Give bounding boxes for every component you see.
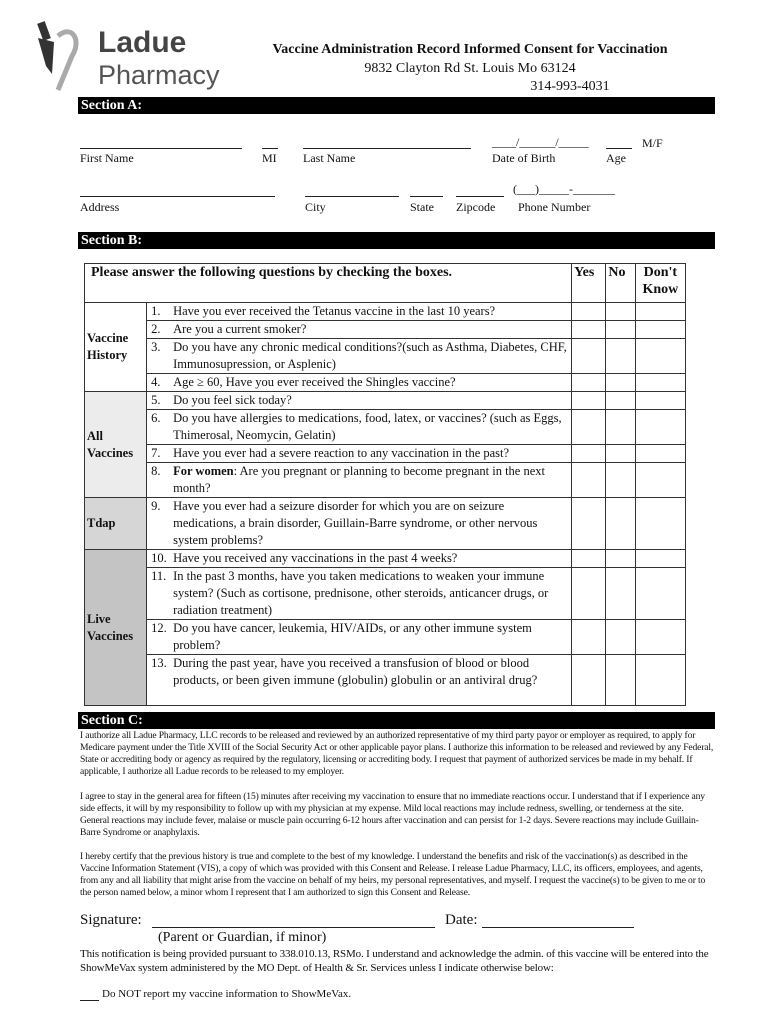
dont-know-checkbox[interactable] bbox=[635, 463, 685, 498]
question-text bbox=[147, 498, 572, 550]
no-checkbox[interactable] bbox=[606, 498, 635, 550]
optout-checkbox-line[interactable] bbox=[80, 1000, 99, 1001]
question-text bbox=[147, 568, 572, 620]
city-field[interactable] bbox=[305, 196, 399, 197]
question-label: Do you have cancer, leukemia, HIV/AIDs, or any other immune system problem? bbox=[173, 621, 532, 652]
question-text bbox=[147, 655, 572, 706]
question-label: Are you a current smoker? bbox=[173, 322, 307, 336]
optout-label: Do NOT report my vaccine information to ShowMeVax. bbox=[102, 988, 352, 1000]
question-row bbox=[85, 374, 686, 392]
mortar-pestle-icon bbox=[36, 16, 80, 92]
state-label: State bbox=[410, 200, 434, 214]
yes-checkbox[interactable] bbox=[572, 550, 606, 568]
dont-know-checkbox[interactable] bbox=[635, 392, 685, 410]
authorization-paragraph: I authorize all Ladue Pharmacy, LLC records to be released and reviewed by an authorized representative of my third party payor or employer as required, to apply for Medicare payment under the Title XVIII of the Social Security Act or other applicable payor plans. I authorize this information to be released and reviewed by any Federal, State or accrediting body or agency as required by the regulatory, licensing or accrediting body. I request that payment of authorized services be made in my behalf. If applicable, I authorize all Ladue records to be released to my employer. bbox=[80, 730, 714, 777]
phone-field[interactable]: (___)_____-_______ bbox=[513, 182, 615, 196]
pharmacy-address: 9832 Clayton Rd St. Louis Mo 63124 bbox=[364, 61, 576, 76]
question-text bbox=[147, 374, 572, 392]
question-text bbox=[147, 303, 572, 321]
question-number: 13. bbox=[151, 656, 167, 670]
question-text bbox=[147, 463, 572, 498]
no-checkbox[interactable] bbox=[606, 392, 635, 410]
dont-know-checkbox[interactable] bbox=[635, 303, 685, 321]
no-checkbox[interactable] bbox=[606, 463, 635, 498]
no-checkbox[interactable] bbox=[606, 374, 635, 392]
question-row bbox=[85, 550, 686, 568]
question-row bbox=[85, 339, 686, 374]
question-label: Do you feel sick today? bbox=[173, 393, 292, 407]
yes-header: Yes bbox=[572, 264, 606, 303]
city-label: City bbox=[305, 200, 326, 214]
dont-know-checkbox[interactable] bbox=[635, 620, 685, 655]
question-number: 11. bbox=[151, 569, 167, 583]
yes-checkbox[interactable] bbox=[572, 392, 606, 410]
question-text bbox=[147, 550, 572, 568]
question-text bbox=[147, 410, 572, 445]
first-name-field[interactable] bbox=[80, 148, 242, 149]
dont-know-checkbox[interactable] bbox=[635, 550, 685, 568]
yes-checkbox[interactable] bbox=[572, 321, 606, 339]
question-emphasis: For women bbox=[173, 464, 234, 478]
question-label: In the past 3 months, have you taken medications to weaken your immune system? (Such as cortisone, prednisone, other steroids, anticancer drugs, or radiation treatment) bbox=[173, 569, 549, 617]
question-number: 7. bbox=[151, 446, 161, 460]
no-checkbox[interactable] bbox=[606, 339, 635, 374]
certify-paragraph: I hereby certify that the previous history is true and complete to the best of my knowledge. I understand the benefits and risk of the vaccination(s) as described in the Vaccine Information Statement (VIS), a copy of which was provided with this Consent and Release. I release Ladue Pharmacy, LLC, its officers, employees, and agents, from any and all liability that might arise from the vaccine on behalf of my heirs, my personal representatives, and myself. I request the vaccine(s) to be given to me or to the person named below, a minor whom I represent that I am authorized to sign this Consent and Release. bbox=[80, 851, 706, 898]
dont-know-header: Don't Know bbox=[635, 264, 685, 303]
group-label: Vaccine History bbox=[85, 303, 147, 392]
dont-know-checkbox[interactable] bbox=[635, 445, 685, 463]
question-row bbox=[85, 463, 686, 498]
no-checkbox[interactable] bbox=[606, 321, 635, 339]
question-row bbox=[85, 445, 686, 463]
address-label: Address bbox=[80, 200, 120, 214]
dont-know-checkbox[interactable] bbox=[635, 498, 685, 550]
guardian-note: (Parent or Guardian, if minor) bbox=[158, 930, 327, 945]
state-field[interactable] bbox=[410, 196, 443, 197]
age-label: Age bbox=[606, 151, 626, 165]
date-field[interactable] bbox=[482, 927, 634, 928]
question-label: Have you ever received the Tetanus vaccine in the last 10 years? bbox=[173, 304, 496, 318]
dont-know-checkbox[interactable] bbox=[635, 339, 685, 374]
question-label: Do you have any chronic medical conditions?(such as Asthma, Diabetes, CHF, Immunosupression, or Asplenic) bbox=[173, 340, 567, 371]
dont-know-checkbox[interactable] bbox=[635, 374, 685, 392]
question-number: 6. bbox=[151, 411, 161, 425]
group-label: All Vaccines bbox=[85, 392, 147, 498]
question-text bbox=[147, 620, 572, 655]
question-row bbox=[85, 655, 686, 706]
stay-paragraph: I agree to stay in the general area for fifteen (15) minutes after receiving my vaccination to ensure that no immediate reactions occur. I understand that if I experience any side effects, it will by my responsibility to follow up with my physician at my expense. Mild local reactions may include redness, swelling, or tenderness at the site. General reactions may include fever, malaise or muscle pain occurring 6-12 hours after vaccination and can persist for 1-2 days. Severe reactions may include Guillain-Barre Syndrome or anaphylaxis. bbox=[80, 791, 705, 838]
question-label: Have you received any vaccinations in the past 4 weeks? bbox=[173, 551, 458, 565]
question-label: During the past year, have you received a transfusion of blood or blood products, or been given immune (globulin) globulin or an antiviral drug? bbox=[173, 656, 538, 687]
question-text bbox=[147, 321, 572, 339]
first-name-label: First Name bbox=[80, 151, 134, 165]
dob-label: Date of Birth bbox=[492, 151, 556, 165]
no-checkbox[interactable] bbox=[606, 655, 635, 706]
question-row bbox=[85, 321, 686, 339]
dont-know-checkbox[interactable] bbox=[635, 410, 685, 445]
section-c-header: Section C: bbox=[78, 712, 715, 729]
logo-ladue: Ladue bbox=[98, 26, 187, 59]
question-number: 3. bbox=[151, 340, 161, 354]
pharmacy-phone: 314-993-4031 bbox=[530, 79, 610, 94]
group-label: Live Vaccines bbox=[85, 550, 147, 706]
signature-label: Signature: bbox=[80, 912, 142, 928]
question-text bbox=[147, 339, 572, 374]
yes-checkbox[interactable] bbox=[572, 498, 606, 550]
logo bbox=[36, 16, 226, 96]
question-label: : Are you pregnant or planning to become pregnant in the next month? bbox=[173, 464, 545, 495]
question-text bbox=[147, 445, 572, 463]
yes-checkbox[interactable] bbox=[572, 410, 606, 445]
question-label: Age ≥ 60, Have you ever received the Shingles vaccine? bbox=[173, 375, 456, 389]
no-checkbox[interactable] bbox=[606, 550, 635, 568]
yes-checkbox[interactable] bbox=[572, 463, 606, 498]
showmevax-notification: This notification is being provided pursuant to 338.010.13, RSMo. I understand and acknowledge the admin. of this vaccine will be entered into the ShowMeVax system administered by the MO Dept. of Health & Sr. Services unless I indicate otherwise below: bbox=[80, 948, 709, 974]
zipcode-label: Zipcode bbox=[456, 200, 496, 214]
no-checkbox[interactable] bbox=[606, 568, 635, 620]
yes-checkbox[interactable] bbox=[572, 620, 606, 655]
mf-field[interactable]: M/F bbox=[642, 136, 663, 150]
logo-pharmacy: Pharmacy bbox=[98, 60, 220, 90]
dont-know-checkbox[interactable] bbox=[635, 568, 685, 620]
question-row bbox=[85, 568, 686, 620]
yes-checkbox[interactable] bbox=[572, 339, 606, 374]
question-number: 8. bbox=[151, 464, 161, 478]
dob-field[interactable]: ____/______/_____ bbox=[492, 135, 589, 149]
no-checkbox[interactable] bbox=[606, 620, 635, 655]
form-title: Vaccine Administration Record Informed Consent for Vaccination bbox=[272, 42, 668, 57]
question-number: 1. bbox=[151, 304, 161, 318]
question-label: Have you ever had a severe reaction to any vaccination in the past? bbox=[173, 446, 510, 460]
yes-checkbox[interactable] bbox=[572, 655, 606, 706]
mi-field[interactable] bbox=[262, 148, 278, 149]
question-number: 9. bbox=[151, 499, 161, 513]
instruction: Please answer the following questions by checking the boxes. bbox=[85, 264, 572, 303]
question-number: 10. bbox=[151, 551, 167, 565]
question-number: 2. bbox=[151, 322, 161, 336]
yes-checkbox[interactable] bbox=[572, 568, 606, 620]
question-label: Have you ever had a seizure disorder for which you are on seizure medications, a brain disorder, Guillain-Barre syndrome, or other nervous system problems? bbox=[173, 499, 538, 547]
questionnaire-table bbox=[84, 263, 686, 706]
zipcode-field[interactable] bbox=[456, 196, 504, 197]
mi-label: MI bbox=[262, 151, 277, 165]
address-field[interactable] bbox=[80, 196, 275, 197]
group-label: Tdap bbox=[85, 498, 147, 550]
phone-label: Phone Number bbox=[518, 200, 591, 214]
question-row bbox=[85, 303, 686, 321]
date-label: Date: bbox=[445, 912, 478, 928]
yes-checkbox[interactable] bbox=[572, 374, 606, 392]
question-number: 5. bbox=[151, 393, 161, 407]
dont-know-checkbox[interactable] bbox=[635, 655, 685, 706]
question-label: Do you have allergies to medications, food, latex, or vaccines? (such as Eggs, Thimerosal, Neomycin, Gelatin) bbox=[173, 411, 562, 442]
question-number: 12. bbox=[151, 621, 167, 635]
no-checkbox[interactable] bbox=[606, 410, 635, 445]
section-b-header: Section B: bbox=[78, 232, 715, 249]
section-a-header: Section A: bbox=[78, 97, 715, 114]
last-name-field[interactable] bbox=[303, 148, 471, 149]
no-header: No bbox=[606, 264, 635, 303]
question-row bbox=[85, 498, 686, 550]
age-field[interactable] bbox=[606, 148, 632, 149]
no-checkbox[interactable] bbox=[606, 445, 635, 463]
last-name-label: Last Name bbox=[303, 151, 356, 165]
question-text bbox=[147, 392, 572, 410]
question-row bbox=[85, 410, 686, 445]
signature-field[interactable] bbox=[152, 927, 435, 928]
yes-checkbox[interactable] bbox=[572, 445, 606, 463]
yes-checkbox[interactable] bbox=[572, 303, 606, 321]
question-row bbox=[85, 620, 686, 655]
question-row bbox=[85, 392, 686, 410]
question-number: 4. bbox=[151, 375, 161, 389]
dont-know-checkbox[interactable] bbox=[635, 321, 685, 339]
no-checkbox[interactable] bbox=[606, 303, 635, 321]
